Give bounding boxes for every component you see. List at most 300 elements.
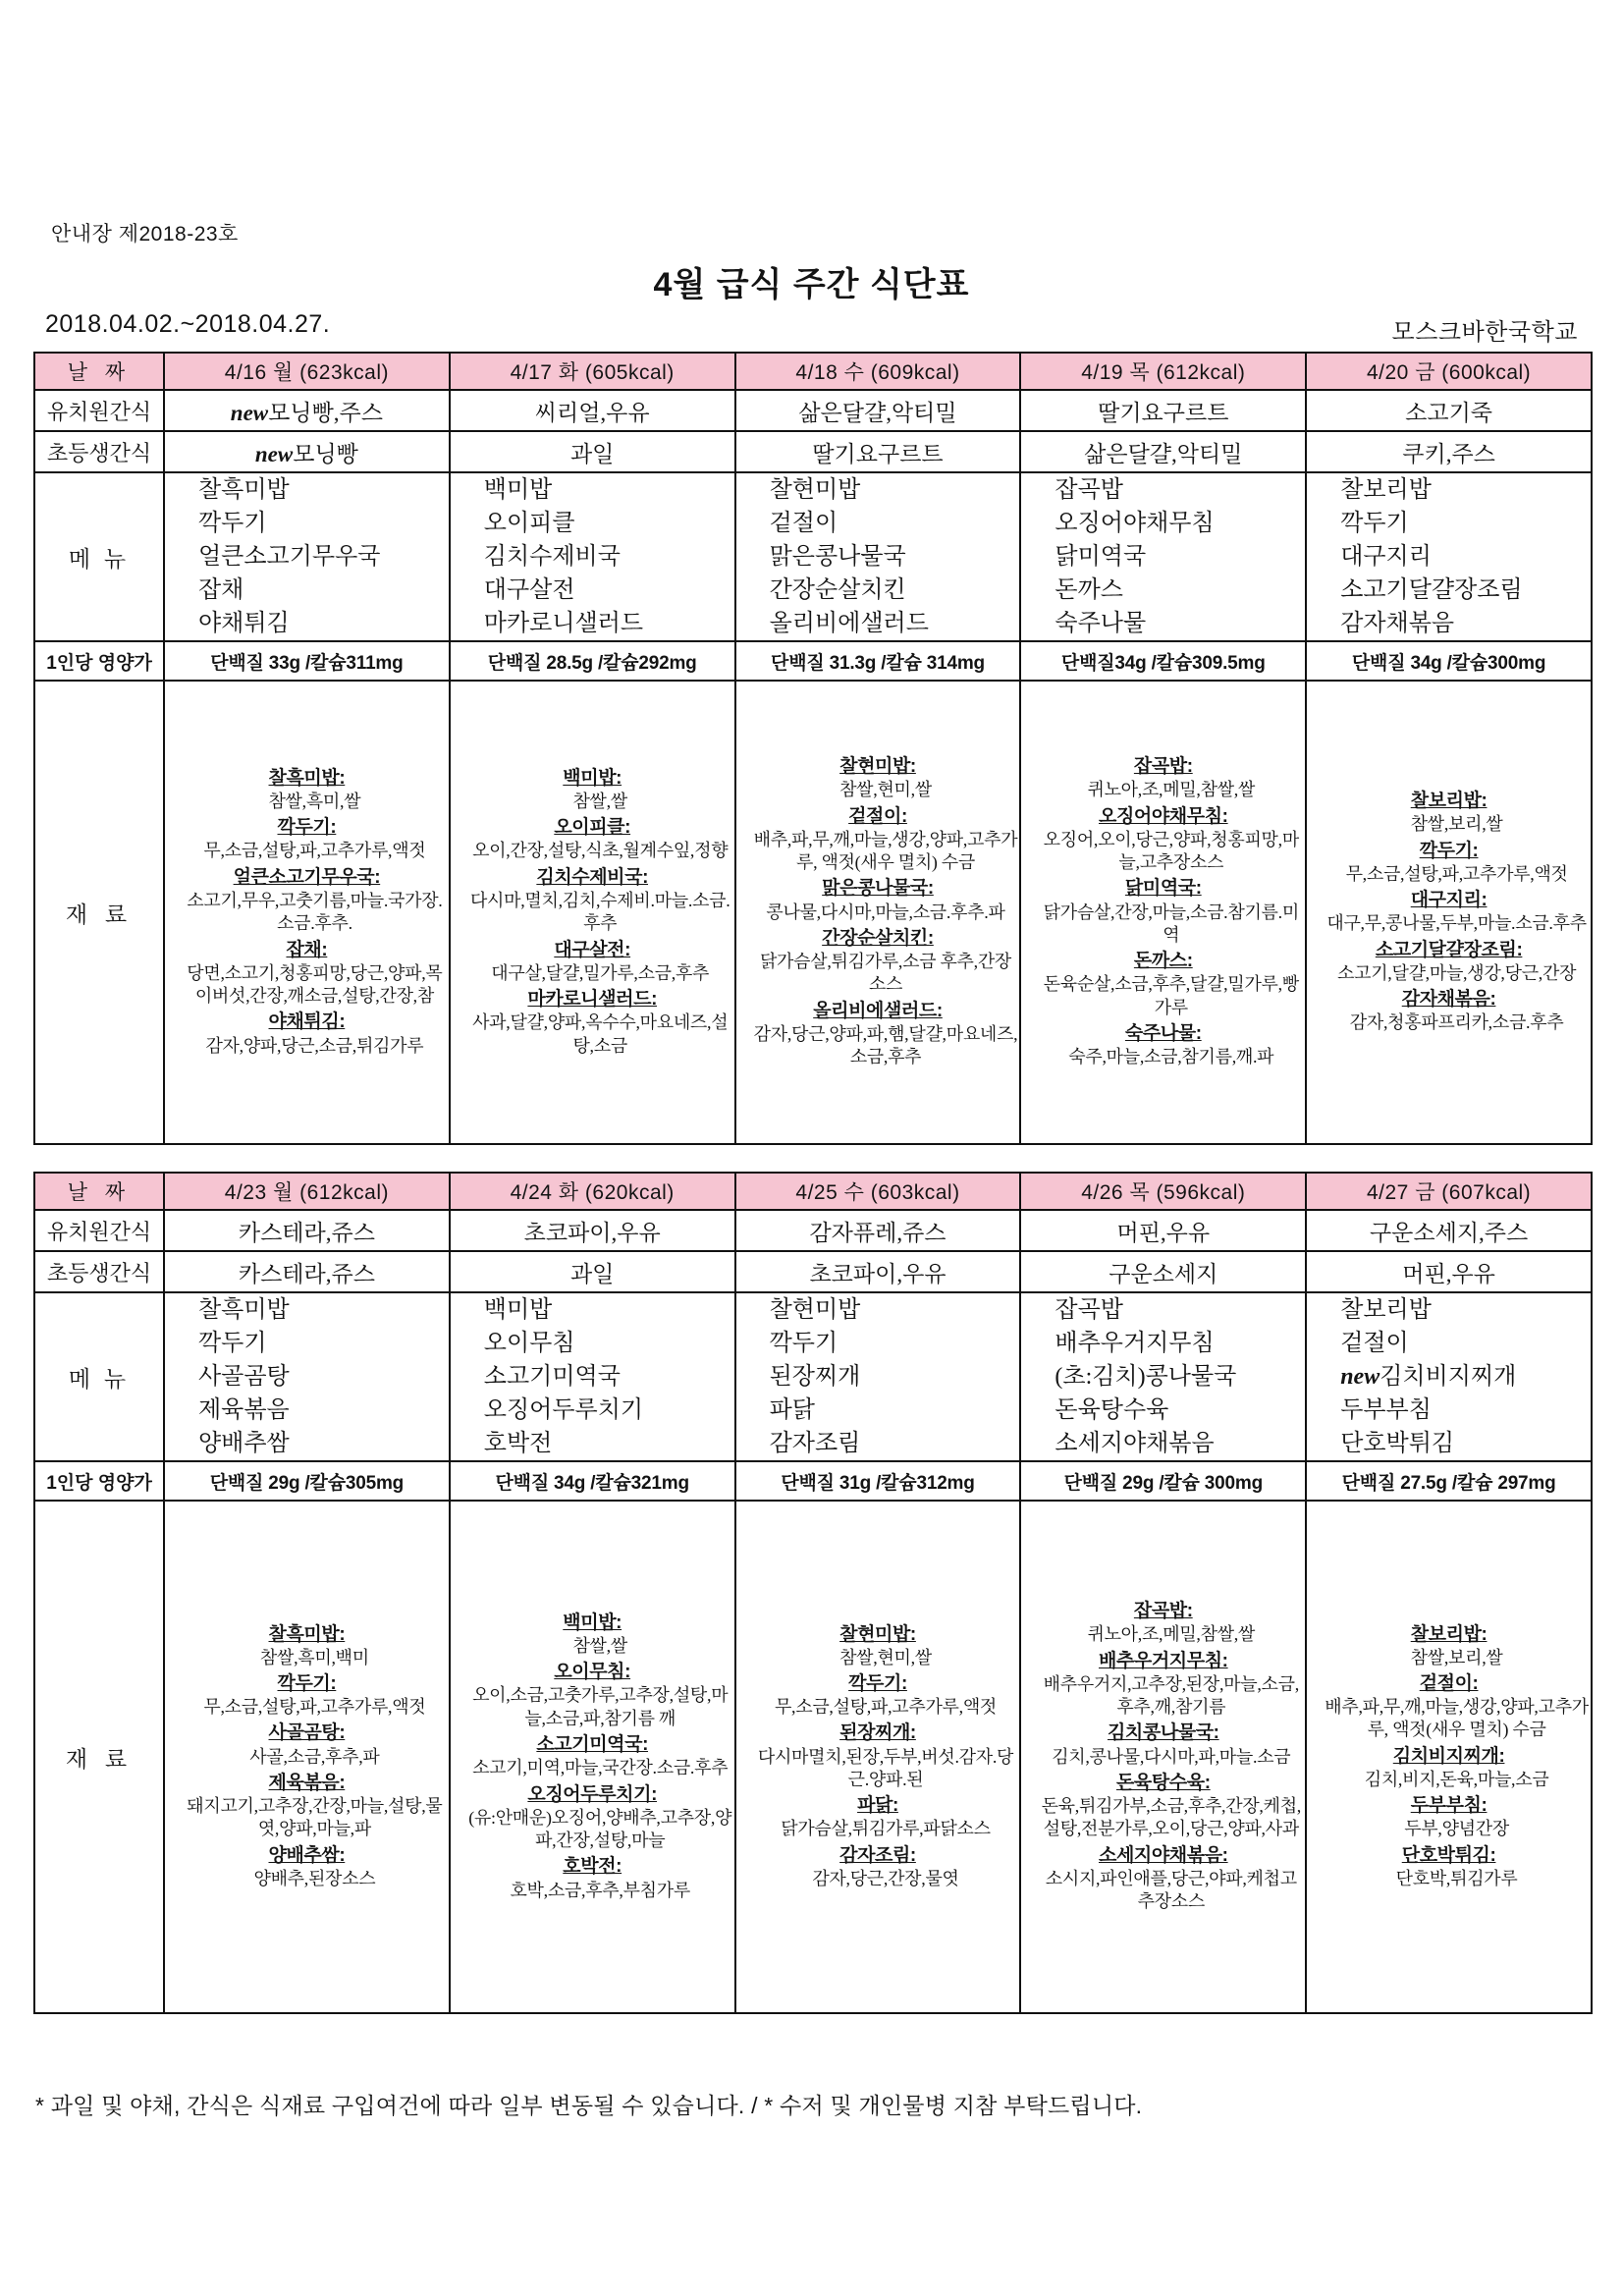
day-header-cell: 4/27 금 (607kcal) xyxy=(1306,1173,1592,1210)
nutrition-cell: 단백질 28.5g /칼슘292mg xyxy=(450,641,735,681)
ingredient-items: 단호박,튀김가루 xyxy=(1395,1868,1518,1888)
ingredient-title: 깍두기: xyxy=(277,817,337,839)
menu-item: 단호박튀김 xyxy=(1340,1431,1455,1457)
ingredient-block xyxy=(165,1010,449,1057)
row-label-kinder-snack: 유치원간식 xyxy=(34,390,164,431)
menu-item: 닭미역국 xyxy=(1055,544,1147,571)
menu-table-week-1 xyxy=(33,352,1593,1145)
ingredient-items: 감자,당근,양파,파,햄,달걀,마요네즈,소금,후추 xyxy=(753,1023,1018,1067)
menu-item: 감자채볶음 xyxy=(1340,611,1455,637)
elem-snack-cell: 삶은달걀,악티밀 xyxy=(1020,431,1306,472)
ingredient-title: 닭미역국: xyxy=(1124,878,1202,900)
kinder-snack-cell: 카스테라,쥬스 xyxy=(164,1210,450,1251)
nutrition-cell: 단백질 33g /칼슘311mg xyxy=(164,641,450,681)
new-badge: new xyxy=(254,441,294,466)
nutrition-row xyxy=(34,1461,1592,1501)
kinder-snack-cell: 초코파이,우유 xyxy=(450,1210,735,1251)
day-header-cell: 4/18 수 (609kcal) xyxy=(735,353,1021,390)
kinder-snack-cell: 딸기요구르트 xyxy=(1020,390,1306,431)
ingredients-cell xyxy=(1020,1501,1306,2013)
menu-row xyxy=(34,1292,1592,1461)
ingredient-block xyxy=(165,1622,449,1669)
ingredient-items: 호박,소금,후추,부침가루 xyxy=(510,1880,690,1900)
menu-item: 깍두기 xyxy=(198,511,267,537)
ingredient-block xyxy=(451,766,734,813)
menu-item: (초:김치)콩나물국 xyxy=(1055,1364,1237,1391)
kinder-snack-cell: 구운소세지,주스 xyxy=(1306,1210,1592,1251)
ingredient-items: 김치,비지,돈육,마늘,소금 xyxy=(1364,1769,1549,1789)
ingredient-block xyxy=(165,1843,449,1890)
ingredient-title: 소세지야채볶음: xyxy=(1098,1844,1228,1866)
elem-snack-cell: 딸기요구르트 xyxy=(735,431,1021,472)
ingredient-block xyxy=(165,1671,449,1719)
menu-item: 돈육탕수육 xyxy=(1055,1397,1169,1424)
menu-item: 사골곰탕 xyxy=(198,1364,290,1391)
ingredient-items: 당면,소고기,청홍피망,당근,양파,목이버섯,간장,깨소금,설탕,간장,참 xyxy=(187,962,443,1007)
menu-item: 오이피클 xyxy=(483,511,575,537)
ingredient-title: 야채튀김: xyxy=(268,1011,346,1033)
ingredients-cell xyxy=(1306,1501,1592,2013)
ingredient-items: 소시지,파인애플,당근,야파,케첩고추장소스 xyxy=(1045,1868,1297,1912)
ingredient-items: 감자,당근,간장,물엿 xyxy=(812,1868,959,1888)
menu-item: 대구살전 xyxy=(483,577,575,604)
ingredients-row xyxy=(34,681,1592,1144)
menu-item: 소고기달걀장조림 xyxy=(1340,577,1523,604)
nutrition-cell: 단백질 34g /칼슘321mg xyxy=(450,1461,735,1501)
ingredient-items: 배추우거지,고추장,된장,마늘,소금,후추,깨,참기름 xyxy=(1043,1673,1299,1718)
ingredient-items: 대구살,달걀,밀가루,소금,후추 xyxy=(491,962,710,983)
menu-cell xyxy=(1020,1292,1306,1461)
menu-item: 양배추쌈 xyxy=(198,1431,290,1457)
row-label-ingredients: 재 료 xyxy=(34,681,164,1144)
menu-item: 찰보리밥 xyxy=(1340,1297,1432,1323)
ingredient-block xyxy=(736,999,1020,1069)
ingredient-block xyxy=(1307,1793,1591,1840)
menu-list xyxy=(165,1293,449,1460)
ingredient-block xyxy=(1307,987,1591,1034)
ingredient-items: 참쌀,보리,쌀 xyxy=(1410,1647,1503,1667)
menu-item: 오징어두루치기 xyxy=(483,1397,644,1424)
row-label-menu: 메 뉴 xyxy=(34,472,164,641)
ingredient-items: 참쌀,쌀 xyxy=(572,791,627,811)
kinder-snack-cell: 머핀,우유 xyxy=(1020,1210,1306,1251)
ingredient-title: 감자조림: xyxy=(839,1844,916,1866)
menu-item: 잡곡밥 xyxy=(1055,477,1123,503)
menu-item: 올리비에샐러드 xyxy=(769,611,929,637)
row-label-kinder-snack: 유치원간식 xyxy=(34,1210,164,1251)
ingredient-items: 무,소금,설탕,파,고추가루,액젓 xyxy=(1345,863,1568,884)
ingredient-block xyxy=(736,926,1020,997)
menu-item: 파닭 xyxy=(769,1397,815,1424)
menu-item: 숙주나물 xyxy=(1055,611,1147,637)
menu-item: 두부부침 xyxy=(1340,1397,1432,1424)
ingredient-items: 양배추,된장소스 xyxy=(253,1868,376,1888)
ingredient-block xyxy=(165,815,449,862)
ingredients-cell xyxy=(450,681,735,1144)
page-title: 4월 급식 주간 식단표 xyxy=(653,266,970,303)
ingredients-cell xyxy=(1306,681,1592,1144)
ingredient-title: 백미밥: xyxy=(563,1612,622,1633)
menu-item: 잡곡밥 xyxy=(1055,1297,1123,1323)
ingredient-title: 된장찌개: xyxy=(839,1722,916,1744)
ingredient-block xyxy=(1021,1021,1305,1068)
ingredient-block xyxy=(1307,1744,1591,1791)
elem-snack-cell: 과일 xyxy=(450,1251,735,1292)
ingredient-items: 참쌀,현미,쌀 xyxy=(839,780,932,800)
menu-item: 찰보리밥 xyxy=(1340,477,1432,503)
ingredient-title: 백미밥: xyxy=(563,767,622,789)
menu-item: 오이무침 xyxy=(483,1331,575,1357)
nutrition-cell: 단백질 29g /칼슘 300mg xyxy=(1020,1461,1306,1501)
nutrition-cell: 단백질 31g /칼슘312mg xyxy=(735,1461,1021,1501)
menu-list xyxy=(451,473,734,640)
ingredient-title: 올리비에샐러드: xyxy=(813,1000,943,1021)
menu-cell xyxy=(164,472,450,641)
ingredient-title: 깍두기: xyxy=(277,1672,337,1694)
menu-item: new김치비지찌개 xyxy=(1340,1364,1517,1391)
menu-item: 소세지야채볶음 xyxy=(1055,1431,1215,1457)
ingredient-items: 소고기,달걀,마늘,생강,당근,간장 xyxy=(1337,962,1577,983)
ingredient-title: 오이피클: xyxy=(554,817,631,839)
ingredient-block xyxy=(165,938,449,1009)
ingredient-block xyxy=(1021,876,1305,947)
ingredient-block xyxy=(1021,754,1305,801)
day-header-cell: 4/23 월 (612kcal) xyxy=(164,1173,450,1210)
ingredient-block xyxy=(1021,1843,1305,1914)
ingredient-items: 닭가슴살,튀김가루,소금 후추,간장소스 xyxy=(759,952,1011,995)
kinder-snack-cell: new모닝빵,주스 xyxy=(164,390,450,431)
menu-item: 겉절이 xyxy=(1340,1331,1409,1357)
ingredient-items: 다시마멸치,된장,두부,버섯.감자.당근.양파.된 xyxy=(757,1746,1014,1789)
menu-cell xyxy=(450,1292,735,1461)
ingredient-title: 잡곡밥: xyxy=(1133,1601,1193,1622)
menu-item: 된장찌개 xyxy=(769,1364,861,1391)
ingredient-items: 무,소금,설탕,파,고추가루,액젓 xyxy=(203,841,426,861)
menu-list xyxy=(1021,1293,1305,1460)
date-range: 2018.04.02.~2018.04.27. xyxy=(45,310,331,338)
ingredient-block xyxy=(165,1721,449,1768)
menu-item: 맑은콩나물국 xyxy=(769,544,906,571)
ingredient-items: 숙주,마늘,소금,참기름,깨.파 xyxy=(1068,1047,1274,1067)
ingredient-items: 사과,달걀,양파,옥수수,마요네즈,설탕,소금 xyxy=(472,1012,729,1056)
ingredient-items: 두부,양념간장 xyxy=(1404,1819,1509,1839)
ingredient-title: 오징어야채무침: xyxy=(1098,805,1228,827)
menu-row xyxy=(34,472,1592,641)
ingredient-items: 닭가슴살,튀김가루,파닭소스 xyxy=(781,1819,991,1839)
elem-snack-cell: 구운소세지 xyxy=(1020,1251,1306,1292)
menu-item: 야채튀김 xyxy=(198,611,290,637)
ingredient-items: 오징어,오이,당근,양파,청홍피망,마늘,고추장소스 xyxy=(1043,829,1299,873)
ingredient-block xyxy=(1307,839,1591,886)
ingredient-items: 배추,파,무,깨,마늘,생강,양파,고추가루, 액젓(새우 멸치) 수금 xyxy=(1325,1697,1589,1740)
ingredient-block xyxy=(736,1622,1020,1669)
ingredient-block xyxy=(736,876,1020,923)
ingredient-items: 퀴노아,조,메밀,참쌀,쌀 xyxy=(1087,1624,1256,1645)
ingredient-block xyxy=(451,1660,734,1730)
ingredient-block xyxy=(165,865,449,936)
menu-item: 소고기미역국 xyxy=(483,1364,621,1391)
document-number: 안내장 제2018-23호 xyxy=(51,223,239,246)
ingredient-title: 대구지리: xyxy=(1410,890,1488,911)
day-header-cell: 4/24 화 (620kcal) xyxy=(450,1173,735,1210)
menu-item: 백미밥 xyxy=(483,1297,553,1323)
menu-cell xyxy=(164,1292,450,1461)
ingredients-row xyxy=(34,1501,1592,2013)
day-header-cell: 4/20 금 (600kcal) xyxy=(1306,353,1592,390)
ingredient-items: 오이,소금,고춧가루,고추장,설탕,마늘,소금,파,참기름 깨 xyxy=(472,1685,729,1728)
ingredient-block xyxy=(1021,1649,1305,1720)
ingredient-block xyxy=(451,865,734,936)
ingredient-items: 돈육순살,소금,후추,달걀,밀가루,빵가루 xyxy=(1043,974,1299,1017)
ingredient-items: 무,소금,설탕,파,고추가루,액젓 xyxy=(203,1697,426,1718)
menu-table-week-2 xyxy=(33,1172,1593,2014)
menu-list xyxy=(1307,473,1591,640)
ingredient-items: 참쌀,현미,쌀 xyxy=(839,1647,932,1667)
row-label-nutrition: 1인당 영양가 xyxy=(34,641,164,681)
ingredient-title: 깍두기: xyxy=(1419,840,1479,861)
ingredient-title: 김치수제비국: xyxy=(536,866,649,888)
ingredient-title: 겉절이: xyxy=(848,805,907,827)
day-header-cell: 4/17 화 (605kcal) xyxy=(450,353,735,390)
ingredient-items: 소고기,무우,고춧기름,마늘.국가장.소금.후추. xyxy=(187,890,443,934)
row-label-date: 날 짜 xyxy=(34,353,164,390)
menu-list xyxy=(736,473,1020,640)
ingredient-title: 숙주나물: xyxy=(1124,1023,1202,1045)
ingredient-items: 참쌀,쌀 xyxy=(572,1635,627,1656)
menu-item: 김치수제비국 xyxy=(483,544,621,571)
ingredient-title: 감자채볶음: xyxy=(1401,989,1496,1011)
elem-snack-cell: 카스테라,쥬스 xyxy=(164,1251,450,1292)
ingredient-items: 참쌀,흑미,쌀 xyxy=(268,791,361,811)
school-name: 모스크바한국학교 xyxy=(1391,319,1578,346)
ingredient-block xyxy=(736,1671,1020,1719)
ingredient-items: 닭가슴살,간장,마늘,소금.참기름.미역 xyxy=(1043,902,1299,945)
elem-snack-cell: 초코파이,우유 xyxy=(735,1251,1021,1292)
ingredient-title: 대구살전: xyxy=(554,939,631,960)
ingredient-block xyxy=(1021,1771,1305,1841)
ingredient-title: 잡채: xyxy=(286,939,328,960)
ingredient-block xyxy=(1307,789,1591,836)
ingredient-items: 다시마,멸치,김치,수제비.마늘.소금.후추 xyxy=(469,890,730,934)
ingredient-items: 대구,무,콩나물,두부,마늘.소금.후추 xyxy=(1326,913,1587,934)
ingredient-title: 잡곡밥: xyxy=(1133,756,1193,778)
ingredient-items: 참쌀,흑미,백미 xyxy=(259,1647,369,1667)
ingredient-block xyxy=(451,1611,734,1658)
ingredient-block xyxy=(736,1721,1020,1791)
menu-item: 얼큰소고기무우국 xyxy=(198,544,381,571)
menu-cell xyxy=(1306,472,1592,641)
ingredient-title: 단호박튀김: xyxy=(1401,1844,1496,1866)
ingredient-block xyxy=(451,815,734,862)
nutrition-cell: 단백질34g /칼슘309.5mg xyxy=(1020,641,1306,681)
menu-item: 찰흑미밥 xyxy=(198,1297,290,1323)
ingredient-items: (유:안매운)오징어,양배추,고추장,양파,간장,설탕,마늘 xyxy=(468,1807,732,1851)
row-label-menu: 메 뉴 xyxy=(34,1292,164,1461)
ingredient-items: 오이,간장,설탕,식초,월계수잎,정향 xyxy=(472,841,729,861)
ingredient-block xyxy=(1307,1622,1591,1669)
ingredient-title: 맑은콩나물국: xyxy=(822,878,934,900)
ingredients-cell xyxy=(735,1501,1021,2013)
nutrition-cell: 단백질 31.3g /칼슘 314mg xyxy=(735,641,1021,681)
menu-item: 백미밥 xyxy=(483,477,553,503)
menu-item: 찰현미밥 xyxy=(769,1297,861,1323)
day-header-cell: 4/26 목 (596kcal) xyxy=(1020,1173,1306,1210)
row-label-date: 날 짜 xyxy=(34,1173,164,1210)
ingredient-title: 찰보리밥: xyxy=(1410,1623,1488,1645)
ingredient-block xyxy=(1307,888,1591,935)
ingredient-items: 돼지고기,고추장,간장,마늘,설탕,물엿,양파,마늘,파 xyxy=(187,1796,443,1839)
menu-item: 깍두기 xyxy=(198,1331,267,1357)
ingredient-block xyxy=(451,1782,734,1853)
ingredient-items: 배추,파,무,깨,마늘,생강,양파,고추가루, 액젓(새우 멸치) 수금 xyxy=(753,829,1018,873)
ingredient-title: 오징어두루치기: xyxy=(527,1783,657,1805)
ingredient-items: 콩나물,다시마,마늘,소금.후추.파 xyxy=(766,902,1005,922)
row-label-elem-snack: 초등생간식 xyxy=(34,431,164,472)
ingredients-cell xyxy=(1020,681,1306,1144)
ingredient-block xyxy=(1021,949,1305,1019)
menu-cell xyxy=(735,472,1021,641)
ingredient-block xyxy=(165,766,449,813)
menu-list xyxy=(1021,473,1305,640)
ingredient-block xyxy=(451,1854,734,1901)
menu-item: 오징어야채무침 xyxy=(1055,511,1215,537)
elem-snack-cell: 머핀,우유 xyxy=(1306,1251,1592,1292)
row-label-ingredients: 재 료 xyxy=(34,1501,164,2013)
elem-snack-cell: new모닝빵 xyxy=(164,431,450,472)
ingredient-block xyxy=(736,1793,1020,1840)
ingredient-items: 돈육,튀김가부,소금,후추,간장,케첩,설탕,전분가루,오이,당근,양파,사과 xyxy=(1041,1796,1301,1839)
ingredient-title: 소고기달걀장조림: xyxy=(1375,939,1523,960)
day-header-cell: 4/19 목 (612kcal) xyxy=(1020,353,1306,390)
row-label-elem-snack: 초등생간식 xyxy=(34,1251,164,1292)
menu-item: 겉절이 xyxy=(769,511,839,537)
nutrition-row xyxy=(34,641,1592,681)
ingredient-title: 파닭: xyxy=(857,1795,898,1817)
menu-item: 깍두기 xyxy=(769,1331,839,1357)
day-header-cell: 4/25 수 (603kcal) xyxy=(735,1173,1021,1210)
menu-cell xyxy=(735,1292,1021,1461)
nutrition-cell: 단백질 29g /칼슘305mg xyxy=(164,1461,450,1501)
ingredient-block xyxy=(1021,1599,1305,1646)
elem-snack-cell: 쿠키,주스 xyxy=(1306,431,1592,472)
menu-item: 간장순살치킨 xyxy=(769,577,906,604)
menu-item: 대구지리 xyxy=(1340,544,1432,571)
row-label-nutrition: 1인당 영양가 xyxy=(34,1461,164,1501)
menu-item: 잡채 xyxy=(198,577,244,604)
day-header-cell: 4/16 월 (623kcal) xyxy=(164,353,450,390)
kinder-snack-cell: 씨리얼,우유 xyxy=(450,390,735,431)
ingredient-block xyxy=(1307,938,1591,985)
kindergarten-snack-row xyxy=(34,1210,1592,1251)
menu-item: 찰흑미밥 xyxy=(198,477,290,503)
ingredient-title: 찰현미밥: xyxy=(839,1623,916,1645)
ingredient-title: 얼큰소고기무우국: xyxy=(233,866,381,888)
ingredient-title: 찰흑미밥: xyxy=(268,767,346,789)
kindergarten-snack-row xyxy=(34,390,1592,431)
footnote: * 과일 및 야채, 간식은 식재료 구입여건에 따라 일부 변동될 수 있습니다. / * 수저 및 개인물병 지참 부탁드립니다. xyxy=(35,2093,1143,2118)
ingredient-title: 깍두기: xyxy=(848,1672,907,1694)
ingredients-cell xyxy=(450,1501,735,2013)
kinder-snack-cell: 소고기죽 xyxy=(1306,390,1592,431)
menu-item: 찰현미밥 xyxy=(769,477,861,503)
ingredient-block xyxy=(736,754,1020,801)
ingredient-title: 겉절이: xyxy=(1419,1672,1479,1694)
ingredients-cell xyxy=(164,1501,450,2013)
menu-list xyxy=(736,1293,1020,1460)
ingredient-block xyxy=(1307,1843,1591,1890)
menu-item: 배추우거지무침 xyxy=(1055,1331,1215,1357)
menu-item: 제육볶음 xyxy=(198,1397,290,1424)
ingredient-block xyxy=(1307,1671,1591,1742)
ingredient-items: 소고기,미역,마늘,국간장.소금.후추 xyxy=(472,1758,729,1778)
ingredient-title: 두부부침: xyxy=(1410,1795,1488,1817)
ingredient-items: 감자,청홍파프리카,소금.후추 xyxy=(1349,1012,1564,1033)
elem-snack-cell: 과일 xyxy=(450,431,735,472)
ingredient-items: 김치,콩나물,다시마,파,마늘.소금 xyxy=(1052,1746,1291,1767)
ingredient-title: 호박전: xyxy=(563,1856,622,1878)
ingredient-title: 소고기미역국: xyxy=(536,1734,649,1756)
ingredient-title: 돈육탕수육: xyxy=(1115,1772,1211,1793)
ingredients-cell xyxy=(735,681,1021,1144)
ingredient-title: 김치콩나물국: xyxy=(1107,1722,1219,1744)
menu-list xyxy=(1307,1293,1591,1460)
ingredient-items: 사골,소금,후추,파 xyxy=(249,1746,380,1767)
nutrition-cell: 단백질 27.5g /칼슘 297mg xyxy=(1306,1461,1592,1501)
ingredient-block xyxy=(736,1843,1020,1890)
ingredient-items: 퀴노아,조,메밀,참쌀,쌀 xyxy=(1087,780,1256,800)
new-badge: new xyxy=(1340,1364,1380,1391)
ingredient-items: 참쌀,보리,쌀 xyxy=(1410,814,1503,835)
ingredient-title: 찰현미밥: xyxy=(839,756,916,778)
elementary-snack-row xyxy=(34,1251,1592,1292)
menu-item: 돈까스 xyxy=(1055,577,1123,604)
ingredient-title: 양배추쌈: xyxy=(268,1844,346,1866)
kinder-snack-cell: 삶은달걀,악티밀 xyxy=(735,390,1021,431)
menu-cell xyxy=(1306,1292,1592,1461)
ingredient-title: 마카로니샐러드: xyxy=(527,989,657,1011)
ingredient-title: 간장순살치킨: xyxy=(822,927,934,949)
ingredient-block xyxy=(451,938,734,985)
ingredient-block xyxy=(1021,1721,1305,1768)
menu-list xyxy=(451,1293,734,1460)
ingredient-title: 김치비지찌개: xyxy=(1392,1745,1505,1767)
menu-item: 감자조림 xyxy=(769,1431,861,1457)
elementary-snack-row xyxy=(34,431,1592,472)
ingredient-block xyxy=(1021,804,1305,875)
ingredient-title: 제육볶음: xyxy=(268,1772,346,1793)
menu-list xyxy=(165,473,449,640)
ingredient-items: 감자,양파,당근,소금,튀김가루 xyxy=(205,1035,424,1056)
ingredient-title: 찰흑미밥: xyxy=(268,1623,346,1645)
menu-item: 마카로니샐러드 xyxy=(483,611,644,637)
ingredient-title: 사골곰탕: xyxy=(268,1722,346,1744)
menu-cell xyxy=(450,472,735,641)
ingredient-title: 오이무침: xyxy=(554,1662,631,1683)
date-header-row xyxy=(34,1173,1592,1210)
date-header-row xyxy=(34,353,1592,390)
ingredient-items: 무,소금,설탕,파,고추가루,액젓 xyxy=(774,1697,998,1718)
nutrition-cell: 단백질 34g /칼슘300mg xyxy=(1306,641,1592,681)
ingredients-cell xyxy=(164,681,450,1144)
ingredient-title: 배추우거지무침: xyxy=(1098,1650,1228,1671)
menu-item: 호박전 xyxy=(483,1431,553,1457)
ingredient-block xyxy=(165,1771,449,1841)
ingredient-title: 찰보리밥: xyxy=(1410,791,1488,812)
menu-item: 깍두기 xyxy=(1340,511,1409,537)
menu-cell xyxy=(1020,472,1306,641)
kinder-snack-cell: 감자퓨레,쥬스 xyxy=(735,1210,1021,1251)
ingredient-block xyxy=(451,1732,734,1779)
